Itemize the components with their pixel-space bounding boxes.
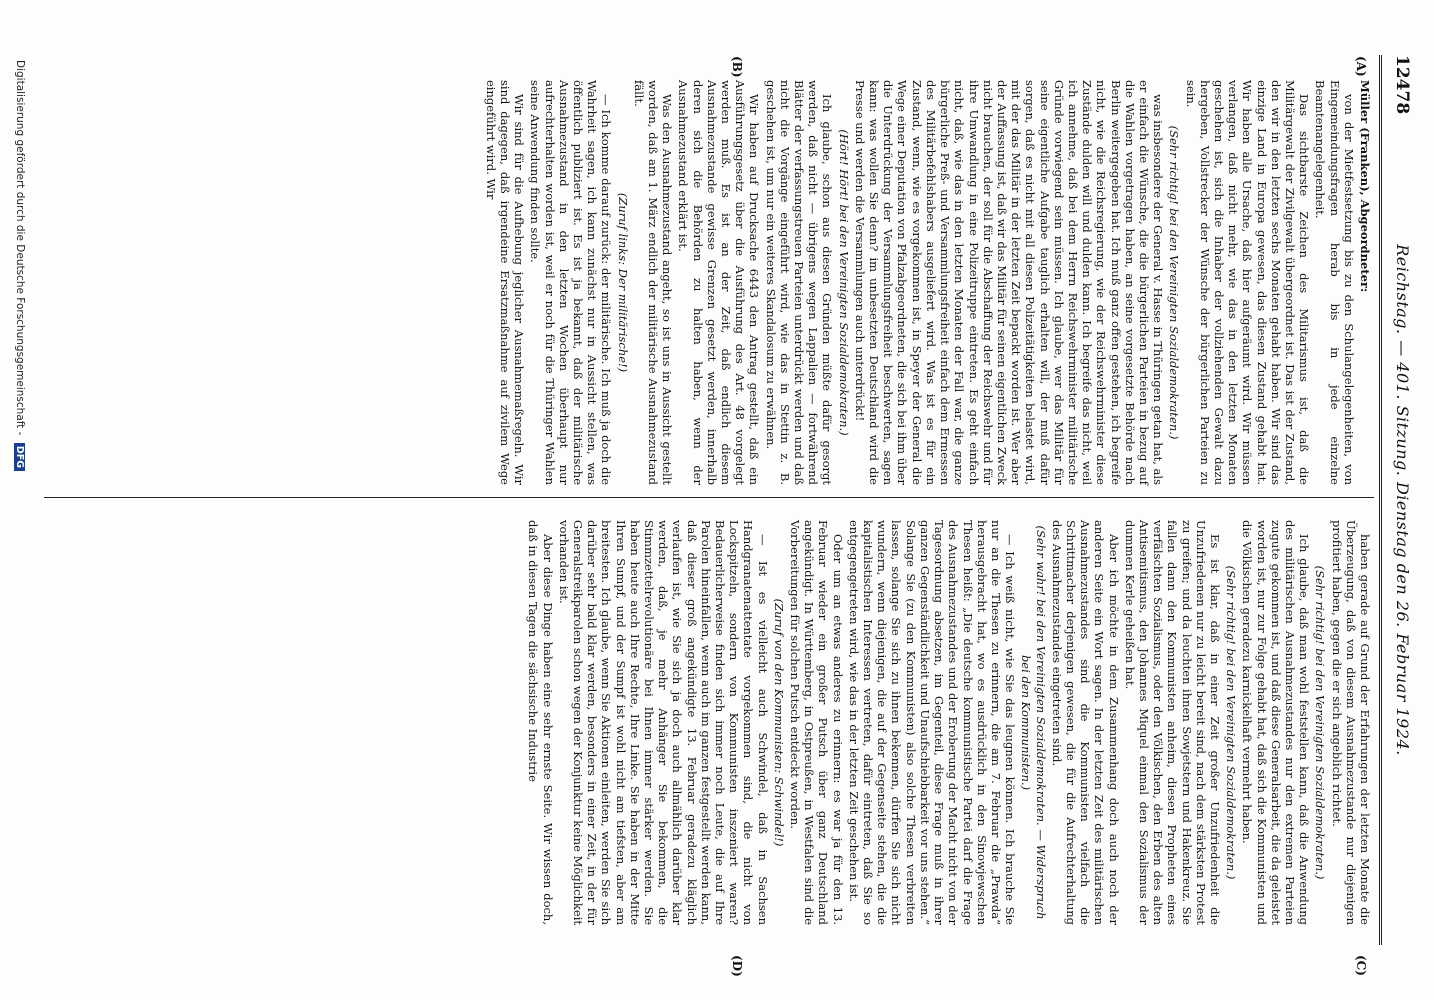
paragraph: Wir sind für die Aufhebung jeglicher Ausnahmemaßregeln. Wir sind dagegen, daß irgendeine Ersatzmaßnahme auf zivilem Wege eingeführt wird. Wir (483, 80, 527, 485)
footer-text: Digitalisierung gefördert durch die Deutsche Forschungsgemeinschaft - (14, 60, 26, 436)
interjection: (Zuruf links: Der militärische!) (615, 192, 630, 373)
digitization-footer (14, 60, 26, 471)
paragraph: Aber diese Dinge haben eine sehr ernste Seite. Wir wissen doch, daß in diesen Tagen die sächsische Industrie (526, 520, 555, 925)
paragraph: Das sichtbarste Zeichen des Militarismus ist, daß die Militärgewalt der Zivilgewalt übergeordnet ist. Das ist der Zustand, den wir in den letzten sechs Monaten gehabt haben. Wir sind das einzige Land in Europa gewesen, das diesen Zustand gehabt hat. Wir haben alle Ursache, daß hier aufgeräumt wird. Wir müssen verlangen, daß nicht mehr, wie das in den letzten Monaten geschehen ist, sich die Inhaber der vollziehenden Gewalt dazu hergeben, Vollstrecker der Wünsche der bürgerlichen Parteien zu sein. (1183, 80, 1312, 485)
paragraph: Wir haben auf Drucksache 6443 den Antrag gestellt, daß ein Ausführungsgesetz über die Ausführung des Art. 48 vorgelegt werden muß. Es ist an der Zeit, daß endlich diesem Ausnahmezustande gewisse Grenzen gesetzt werden, innerhalb deren sich die Behörden zu halten haben, wenn der Ausnahmezustand erklärt ist. (676, 80, 762, 485)
page-number: 12478 (1392, 55, 1412, 115)
paragraph: was insbesondere der General v. Hasse in Thüringen getan hat, als er einfach die Wünsche, die die bürgerlichen Parteien in bezug auf die Wahlen vorgetragen haben, an seine vorgesetzte Behörde nach Berlin weitergegeben hat. Ich muß ganz offen gestehen, ich begreife nicht, wie die Reichsregierung, wie der Reichswehrminister diese Zustände dulden will und dulden kann. Ich begreife das nicht, weil ich annehme, daß bei dem Herrn Reichswehrminister militärische Gründe vorwiegend sein müssen. Ich glaube, wer das Militär für seine eigentliche Aufgabe tauglich erhalten will, der muß dafür sorgen, daß es nicht mit all diesen Polizeitätigkeiten belastet wird, mit der das Militär in der letzten Zeit bepackt worden ist. Wer aber der Auffassung ist, daß wir das Militär für seinen eigentlichen Zweck nicht brauchen, der soll für die Abschaffung der Reichswehr und für ihre Umwandlung in eine Polizeitruppe eintreten. Es geht einfach nicht, daß, wie das in den letzten Monaten der Fall war, die ganze bürgerliche Preß- und Versammlungsfreiheit einfach dem Ermessen des Militärbefehlshabers ausgeliefert wird. Was ist es für ein Zustand, wenn, wie es vorgekommen ist, in Speyer der General die Wege einer Deputation von Pfalzabgeordneten, die sich bei ihm über die Unterdrückung der Versammlungsfreiheit beschwerten, sagen kann: was wollen Sie denn? im unbesetzten Deutschland wird die Presse und werden die Versammlungen auch unterdrückt! (852, 80, 1166, 485)
paragraph: Oder um an etwas anderes zu erinnern: es war ja für den 13. Februar wieder ein großer Putsch über ganz Deutschland angekündigt. In Württemberg, in Ostpreußen, in Westfalen sind die Vorbereitungen für solchen Putsch entdeckt worden. (788, 520, 845, 925)
paragraph: haben gerade auf Grund der Erfahrungen der letzten Monate die Überzeugung, daß von diesem Ausnahmezustande nur diejenigen profitiert haben, gegen die er sich angeblich richtet. (1329, 520, 1372, 925)
interjection: (Sehr richtig! bei den Vereinigten Sozialdemokraten.) (1313, 565, 1328, 880)
right-column (524, 520, 1372, 925)
paragraph: Ich glaube, schon aus diesen Gründen müßte dafür gesorgt werden, daß nicht — übrigens wegen Lappalien — fortwährend Blätter der verfassungstreuen Parteien unterdrückt werden und daß nicht die Vorgänge eingeführt wird, wie das in Stettin z. B. geschehen ist, um nur ein weiteres Skandalosum zu erwähnen. (763, 80, 835, 485)
paragraph: Was den Ausnahmezustand angeht, so ist uns in Aussicht gestellt worden, daß am 1. März endlich der militärische Ausnahmezustand fällt. (631, 80, 675, 485)
speaker-line (1358, 80, 1372, 485)
header-title: Reichstag. — 401. Sitzung. Dienstag den 26. Februar 1924. (1393, 244, 1412, 756)
interjection: (Hört! Hört! bei den Vereinigten Sozialdemokraten.) (836, 129, 851, 436)
interjection: (Sehr richtig! bei den Vereinigten Sozialdemokraten.) (1224, 565, 1239, 880)
margin-mark-b: (B) (730, 56, 744, 78)
paragraph: — Ist es vielleicht auch Schwindel, daß in Sachsen Handgranatenattentate vorgekommen sind, die nicht von Lockspitzeln, sondern von Kommunisten inszeniert waren? Bedauerlicherweise finden sich immer noch Leute, die auf Ihre Parolen hineinfallen, wenn auch im ganzen festgestellt werden kann, daß dieser groß angekündigte 13. Februar geradezu kläglich verlaufen ist, wie Sie sich ja doch auch allmählich darüber klar werden, daß, je mehr Anhänger Sie bekommen, die Stimmzettelrevolutionäre bei Ihnen immer stärker werden. Sie haben heute auch Ihre Rechte, Ihre Linke. Sie haben in der Mitte Ihren Sumpf, und der Sumpf ist wohl nicht am tiefsten, aber am breitesten. Ich glaube, wenn Sie Aktionen einleiten, werden Sie sich darüber sehr bald klar werden, besonders in einer Zeit, in der für Generalstreikparolen schon wegen der Konjunktur keine Möglichkeit vorhanden ist. (556, 520, 770, 925)
left-column (482, 80, 1372, 485)
speaker-name: Müller (Franken), Abgeordneter: (1358, 80, 1372, 293)
page-header (1386, 55, 1416, 945)
paragraph: von der Mietfestsetzung bis zu den Schulangelegenheiten, von Eingemeindungsfragen herab bis in jede einzelne Beamtenangelegenheit. (1313, 80, 1356, 485)
paragraph: — Ich weiß nicht, wie Sie das leugnen können. Ich brauche Sie nur an die Thesen zu erinnern, die am 7. Februar die „Prawda“ herausgebracht hat, wo es ausdrücklich in den Sinowjewschen Thesen heißt: „Die deutsche kommunistische Partei darf die Frage des Ausnahmezustandes und der Eroberung der Macht nicht von der Tagesordnung absetzen, im Gegenteil, diese Frage muß in ihrer ganzen Gegenständlichkeit und Unaufschiebbarkeit vor uns stehen.“ Solange Sie (zu den Kommunisten) also solche Thesen verbreiten lassen, solange Sie sich zu ihnen bekennen, dürfen Sie sich nicht wundern, wenn diejenigen, die auf der Gegenseite stehen, die die kapitalistischen Interessen vertreten, dafür eintreten, daß Sie so entgegengetreten wird, wie das in der letzten Zeit geschehen ist. (846, 520, 1018, 925)
margin-mark-c: (C) (1354, 955, 1368, 976)
dfg-logo: DFG (14, 443, 25, 471)
margin-mark-a: (A) (1354, 56, 1368, 77)
column-divider (44, 497, 1374, 498)
paragraph: Es ist klar, daß in einer Zeit großer Unzufriedenheit die Unzufriedenen nur zu leicht bereit sind, nach dem stärksten Protest zu greifen; und da leuchten ihnen Sowjetstern und Hakenkreuz. Sie fallen dann den Kommunisten anheim, diesen Propheten eines verfälschten Sozialismus, oder den Völkischen, den Erben des alten Antisemitismus, den Johannes Miquel einmal den Sozialismus der dummen Kerle geheißen hat. (1122, 520, 1222, 925)
header-rule (1379, 55, 1382, 945)
paragraph: — Ich komme darauf zurück: der militärische. Ich muß ja doch die Wahrheit sagen, ich kann zunächst nur in Aussicht stellen, was öffentlich publiziert ist. Es ist ja bekannt, daß der militärische Ausnahmezustand in den letzten Wochen überhaupt nur aufrechterhalten worden ist, weil er noch für die Thüringer Wahlen seine Anwendung finden sollte. (528, 80, 614, 485)
margin-mark-d: (D) (730, 955, 744, 977)
paragraph: Ich glaube, daß man wohl feststellen kann, daß die Anwendung des militärischen Ausnahmezustandes nur den extremen Parteien zugute gekommen ist, und daß diese Generalsarbeit, die da geleistet worden ist, nur zur Folge gehabt hat, daß sich die Kommunisten und die Völkischen geradezu karnickelhaft vermehrt haben. (1240, 520, 1312, 925)
interjection: (Sehr wahr! bei den Vereinigten Sozialdemokraten. — Widerspruch bei den Kommunisten.) (1019, 525, 1048, 920)
paragraph: Aber ich möchte in dem Zusammenhang doch auch noch der anderen Seite ein Wort sagen. In der letzten Zeit des militärischen Ausnahmezustandes sind die Kommunisten vielfach die Schrittmacher derjenigen gewesen, die für die Aufrechterhaltung des Ausnahmezustandes eingetreten sind. (1049, 520, 1121, 925)
interjection: (Zuruf von den Kommunisten: Schwindel!) (771, 598, 786, 847)
interjection: (Sehr richtig! bei den Vereinigten Sozialdemokraten.) (1167, 125, 1182, 440)
